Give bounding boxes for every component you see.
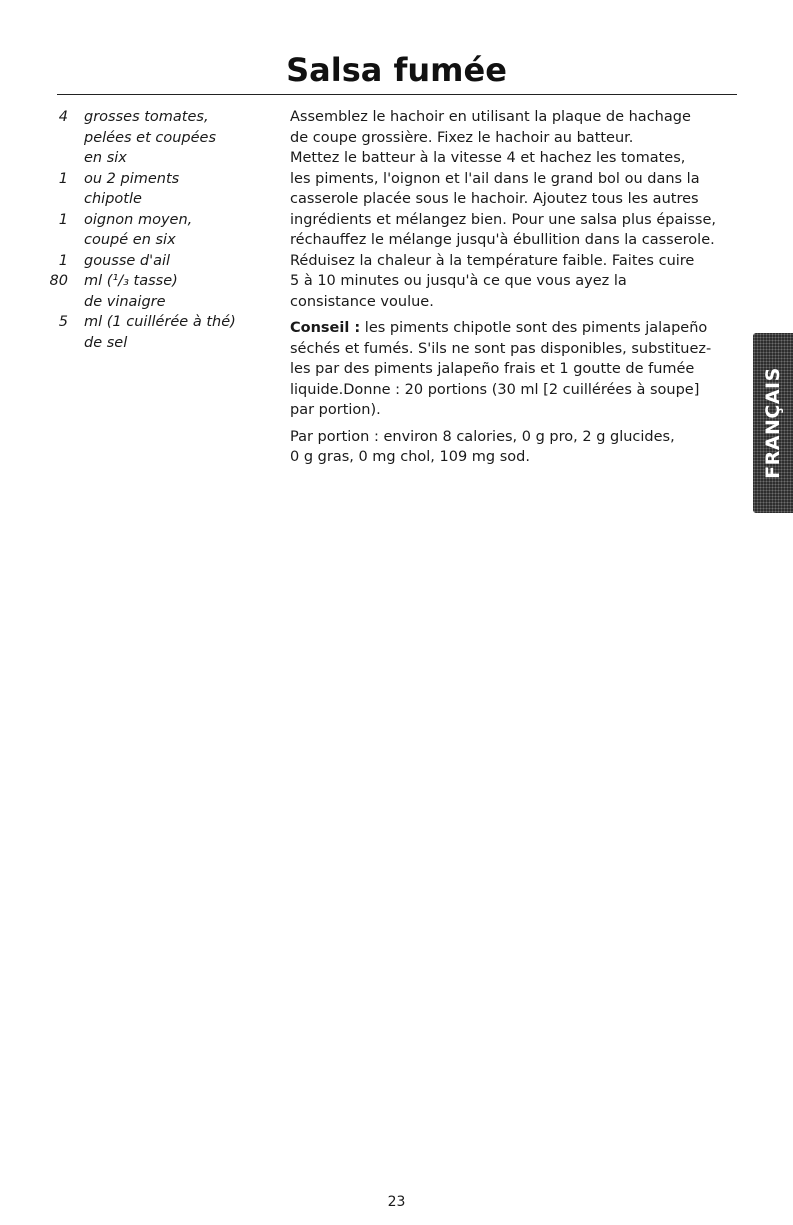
tip-paragraph <box>290 318 740 421</box>
ingredient-item <box>48 312 278 353</box>
ingredient-description: gousse d'ail <box>84 252 171 269</box>
instructions-column <box>290 107 740 468</box>
ingredient-quantity: 1 <box>58 211 68 228</box>
recipe-title: Salsa fumée <box>286 51 507 89</box>
ingredients-list <box>48 107 278 353</box>
page-number: 23 <box>387 1194 406 1210</box>
instructions-paragraph: Assemblez le hachoir en utilisant la plaque de hachage de coupe grossière. Fixez le hachoir au batteur. Mettez le batteur à la vitesse 4 et hachez les tomates, les piments, l'oignon et l'ail dans le grand bol ou dans la casserole placée sous le hachoir. Ajoutez tous les autres ingrédients et mélangez bien. Pour une salsa plus épaisse, réchauffez le mélange jusqu'à ébullition dans la casserole. Réduisez la chaleur à la température faible. Faites cuire 5 à 10 minutes ou jusqu'à ce que vous ayez la consistance voulue. <box>290 109 717 310</box>
ingredient-description: ml (¹/₃ tasse) de vinaigre <box>84 273 178 310</box>
ingredient-item <box>48 107 278 169</box>
ingredient-item <box>48 251 278 272</box>
ingredient-item <box>48 210 278 251</box>
ingredient-description: ml (1 cuillérée à thé) de sel <box>84 314 236 351</box>
title-divider <box>57 94 737 95</box>
language-tab <box>753 333 793 513</box>
ingredient-quantity: 1 <box>58 170 68 187</box>
ingredient-quantity: 1 <box>58 252 68 269</box>
ingredient-description: ou 2 piments chipotle <box>84 170 180 207</box>
ingredient-item <box>48 169 278 210</box>
ingredient-quantity: 5 <box>58 314 68 330</box>
language-tab-label: FRANÇAIS <box>762 367 784 479</box>
nutrition-info: Par portion : environ 8 calories, 0 g pro, 2 g glucides, 0 g gras, 0 mg chol, 109 mg sod. <box>290 428 675 465</box>
ingredient-description: oignon moyen, coupé en six <box>84 211 193 248</box>
tip-text: les piments chipotle sont des piments jalapeño séchés et fumés. S'ils ne sont pas disponibles, substituez- les par des piments jalapeño frais et 1 goutte de fumée liquide.Donne : 20 portions (30 ml [2 cuillérées à soupe] par portion). <box>290 320 712 418</box>
tip-label: Conseil : <box>290 320 361 336</box>
ingredient-item <box>48 271 278 312</box>
ingredient-quantity: 4 <box>58 109 68 125</box>
ingredient-quantity: 80 <box>49 273 68 289</box>
ingredient-description: grosses tomates, pelées et coupées en six <box>84 109 217 166</box>
